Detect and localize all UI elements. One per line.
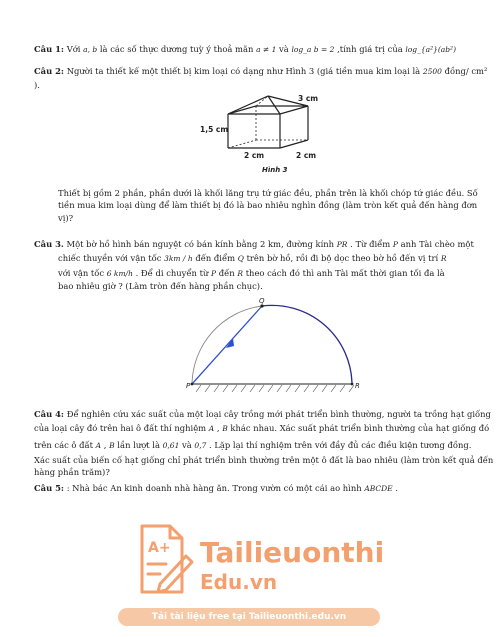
q3-label: Câu 3. bbox=[34, 239, 64, 249]
question-3: Câu 3. Một bờ hồ hình bán nguyệt có bán kính bằng 2 km, đường kính PR . Từ điểm P anh Tài chèo một bbox=[34, 239, 474, 249]
arrow-head bbox=[226, 338, 234, 348]
q2-label: Câu 2: bbox=[34, 66, 65, 76]
figure-hinh-3 bbox=[200, 92, 340, 180]
question-2: Câu 2: Người ta thiết kế một thiết bị kim loại có dạng như Hình 3 (giá tiền mua kim loại là 2500 đồng/ cm² bbox=[34, 66, 488, 76]
watermark-logo-icon bbox=[136, 522, 196, 598]
question-5: Câu 5: : Nhà bác An kinh doanh nhà hàng ăn. Trong vườn có một cái ao hình ABCDE . bbox=[34, 483, 398, 493]
dim-top: 3 cm bbox=[298, 94, 319, 103]
watermark-brand-name: Tailieuonthi bbox=[200, 536, 385, 569]
point-q: Q bbox=[259, 297, 265, 305]
q1-label: Câu 1: bbox=[34, 44, 65, 54]
figure-caption: Hình 3 bbox=[262, 166, 288, 174]
logo-a-plus: A+ bbox=[148, 540, 171, 556]
dim-left: 1,5 cm bbox=[200, 125, 229, 134]
point-r: R bbox=[355, 382, 360, 390]
dim-bottom-left: 2 cm bbox=[244, 151, 265, 160]
watermark-banner[interactable]: Tải tài liệu free tại Tailieuonthi.edu.vn bbox=[118, 608, 380, 626]
document-page: Câu 1: Với a, b là các số thực dương tuỳ ý thoả mãn a ≠ 1 và log_a b = 2 ,tính giá trị của log_{a²}(ab²) Câu 2: Người ta thiết kế một thiết bị kim loại có dạng như Hình 3 (giá tiền mua kim loại là 2500 đồng/ cm² ). 3 cm 1,5 cm 2 cm 2 cm Hình 3 Thiết bị gồm 2 phần, phần dưới là khối lăng trụ tứ giác đều, phần trên là khối chóp tứ giác đều. Số tiền mua kim loại dùng để làm thiết bị đó là bao nhiêu nghìn đồng (làm tròn kết quả đến hàng đơn vị)? Câu 3. Một bờ hồ hình bán nguyệt có bán kính bằng 2 km, đường kính PR . Từ điểm P anh Tài chèo một chiếc thuyền với vận tốc 3km / h đến điểm Q trên bờ hồ, rồi đi bộ dọc theo bờ hồ đến vị trí R với vận tốc 6 km/h . Để di chuyển từ P đến R theo cách đó thì anh Tài mất thời gian tối đa là bao nhiêu giờ ? (Làm tròn đến hàng phần chục). Q P R Câu 4: Để nghiên cứu xác suất của một loại cây trồng mới phát triển bình thường, người ta trồng hạt giống của loại cây đó trên hai ô đất thí nghiệm A , B khác nhau. Xác suất phát triển bình thường của hạt giống đó trên các ô đất A , B lần lượt là 0,61 và 0,7 . Lặp lại thí nghiệm trên với đầy đủ các điều kiện tương đồng. Xác suất của biến cố hạt giống chỉ phát triển bình thường trên một ô đất là bao nhiêu (làm tròn kết quả đến hàng phần trăm)? Câu 5: : Nhà bác An kinh doanh nhà hàng ăn. Trong vườn có một cái ao hình ABCDE . A+ Tailieuonthi Edu.vn Tải tài liệu free tại Tailieuonthi.edu.vn bbox=[0, 0, 498, 637]
question-1: Câu 1: Với a, b là các số thực dương tuỳ ý thoả mãn a ≠ 1 và log_a b = 2 ,tính giá trị của log_{a²}(ab²) bbox=[34, 44, 456, 54]
arc-q-to-r bbox=[262, 305, 352, 384]
dim-bottom-right: 2 cm bbox=[296, 151, 317, 160]
q4-label: Câu 4: bbox=[34, 409, 65, 419]
figure-semicircle-lake bbox=[186, 296, 362, 396]
q5-label: Câu 5: bbox=[34, 483, 65, 493]
point-p: P bbox=[186, 382, 191, 390]
question-4: Câu 4: Để nghiên cứu xác suất của một loại cây trồng mới phát triển bình thường, người ta trồng hạt giống bbox=[34, 409, 491, 419]
shore-hatching bbox=[196, 385, 354, 392]
watermark-brand-sub: Edu.vn bbox=[200, 570, 278, 594]
